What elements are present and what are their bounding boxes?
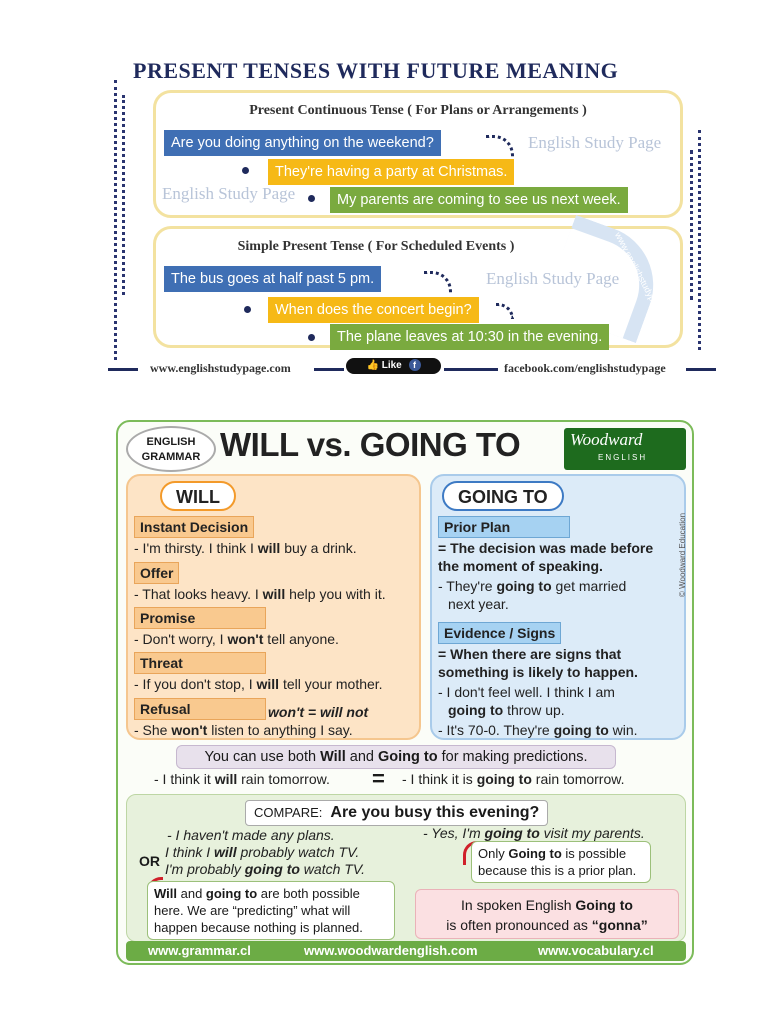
simple-example-3: The plane leaves at 10:30 in the evening. <box>330 324 609 350</box>
going-to-column <box>430 474 686 740</box>
bullet-icon <box>308 334 315 341</box>
example-line: next year. <box>448 596 509 612</box>
compare-left-1: - I haven't made any plans. <box>167 827 335 843</box>
like-label: Like <box>381 360 402 371</box>
logo-name: Woodward <box>570 430 643 449</box>
compare-left-note: Will and going to are both possible here. We are “predicting” what will happen because nothing is planned. <box>147 881 395 940</box>
url-vocabulary[interactable]: www.vocabulary.cl <box>538 943 654 958</box>
facebook-icon: f <box>409 359 421 371</box>
compare-left-3: I'm probably going to watch TV. <box>165 861 366 877</box>
bullet-icon <box>244 306 251 313</box>
continuous-example-3: My parents are coming to see us next week. <box>330 187 628 213</box>
tag-evidence-signs: Evidence / Signs <box>438 622 561 644</box>
watermark: English Study Page <box>162 184 296 203</box>
simple-example-2: When does the concert begin? <box>268 297 479 323</box>
prediction-example-going-to: - I think it is going to rain tomorrow. <box>402 771 625 787</box>
tag-refusal: Refusal <box>134 698 266 720</box>
dotted-border-right <box>698 130 702 350</box>
example-line: going to throw up. <box>448 702 565 718</box>
definition-line: the moment of speaking. <box>438 558 603 574</box>
tag-instant-decision: Instant Decision <box>134 516 254 538</box>
gonna-note: In spoken English Going to is often pronounced as “gonna” <box>415 889 679 939</box>
definition-line: = When there are signs that <box>438 646 622 662</box>
watermark: English Study Page <box>528 133 662 152</box>
will-vs-going-to-sheet <box>116 420 694 965</box>
going-to-heading: GOING TO <box>442 481 564 511</box>
dotted-border-left <box>114 80 118 360</box>
example-line: - I'm thirsty. I think I will buy a drink. <box>134 540 357 556</box>
footer-line-mid <box>314 368 344 371</box>
dotted-border-left-inner <box>122 95 126 295</box>
tag-offer: Offer <box>134 562 179 584</box>
continuous-heading: Present Continuous Tense ( For Plans or Arrangements ) <box>249 103 587 118</box>
woodward-logo <box>564 428 686 470</box>
dotted-arrow-icon <box>486 135 514 157</box>
compare-heading: COMPARE: Are you busy this evening? <box>245 800 548 826</box>
sheet-title: WILL vs. GOING TO <box>220 426 521 463</box>
watermark: English Study Page <box>486 269 620 288</box>
tag-promise: Promise <box>134 607 266 629</box>
predictions-box: You can use both Will and Going to for making predictions. <box>176 745 616 769</box>
definition-line: = The decision was made before <box>438 540 654 556</box>
or-label: OR <box>139 853 160 869</box>
compare-section <box>126 794 686 942</box>
curl-url: www.englishstudypage.com <box>613 230 675 334</box>
tag-threat: Threat <box>134 652 266 674</box>
simple-example-1: The bus goes at half past 5 pm. <box>164 266 381 292</box>
english-grammar-badge: ENGLISH GRAMMAR <box>126 426 216 472</box>
simple-heading: Simple Present Tense ( For Scheduled Events ) <box>237 239 515 254</box>
dotted-arrow-icon <box>496 303 514 319</box>
example-line: - That looks heavy. I will help you with it. <box>134 586 386 602</box>
bullet-icon <box>242 167 249 174</box>
compare-right-1: - Yes, I'm going to visit my parents. <box>423 825 645 841</box>
url-grammar[interactable]: www.grammar.cl <box>148 943 251 958</box>
tag-prior-plan: Prior Plan <box>438 516 570 538</box>
example-line: - She won't listen to anything I say. <box>134 722 353 738</box>
example-line: - Don't worry, I won't tell anyone. <box>134 631 339 647</box>
bullet-icon <box>308 195 315 202</box>
example-line: - If you don't stop, I will tell your mother. <box>134 676 383 692</box>
footer-line-right <box>686 368 716 371</box>
dotted-border-right-inner <box>690 150 694 300</box>
footer-facebook[interactable]: facebook.com/englishstudypage <box>504 361 666 375</box>
footer-line-mid2 <box>444 368 498 371</box>
copyright: © Woodward Education <box>678 512 687 597</box>
continuous-panel <box>153 90 683 218</box>
refusal-note: won't = will not <box>268 704 369 720</box>
example-line: - They're going to get married <box>438 578 627 594</box>
thumbs-up-icon: 👍 <box>366 360 379 371</box>
compare-right-note: Only Going to is possible because this is a prior plan. <box>471 841 651 883</box>
footer-website[interactable]: www.englishstudypage.com <box>150 361 291 375</box>
present-tenses-sheet <box>108 50 716 380</box>
facebook-like-button[interactable] <box>346 358 441 374</box>
dotted-arrow-icon <box>424 271 452 293</box>
url-woodward[interactable]: www.woodwardenglish.com <box>304 943 478 958</box>
will-heading: WILL <box>160 481 236 511</box>
simple-present-panel <box>153 226 683 348</box>
url-footer <box>126 941 686 961</box>
continuous-example-1: Are you doing anything on the weekend? <box>164 130 441 156</box>
example-line: - It's 70-0. They're going to win. <box>438 722 638 738</box>
footer-line-left <box>108 368 138 371</box>
continuous-example-2: They're having a party at Christmas. <box>268 159 514 185</box>
logo-sub: ENGLISH <box>598 453 648 462</box>
equals-sign: = <box>372 766 385 791</box>
will-column <box>126 474 421 740</box>
compare-left-2: I think I will probably watch TV. <box>165 844 360 860</box>
sheet-title: PRESENT TENSES WITH FUTURE MEANING <box>133 58 619 83</box>
prediction-example-will: - I think it will rain tomorrow. <box>154 771 330 787</box>
definition-line: something is likely to happen. <box>438 664 638 680</box>
example-line: - I don't feel well. I think I am <box>438 684 615 700</box>
